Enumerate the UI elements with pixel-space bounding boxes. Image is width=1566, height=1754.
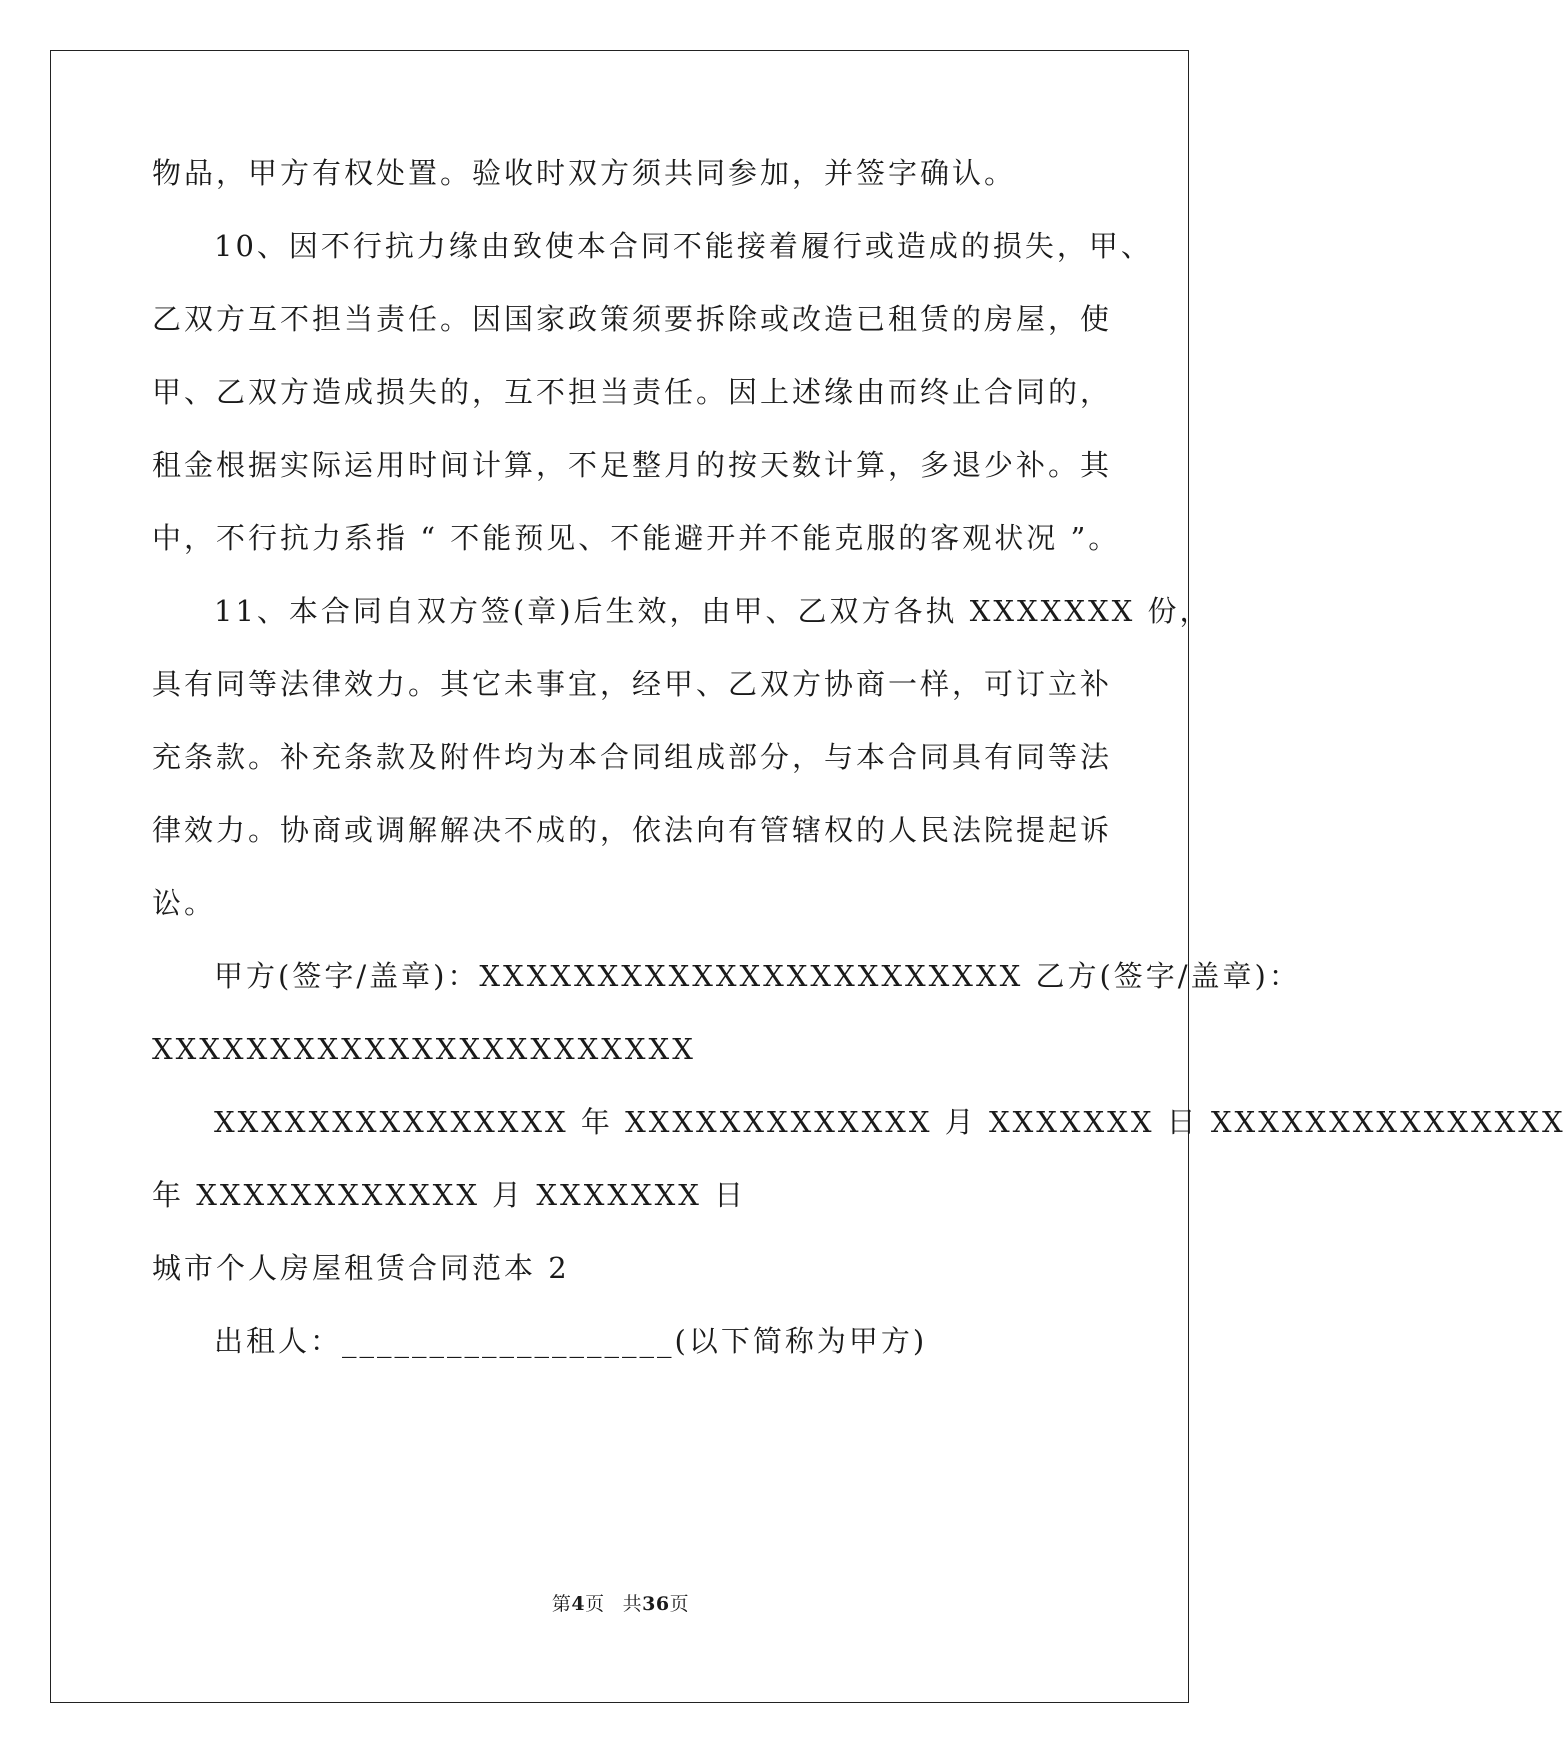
signature-line: XXXXXXXXXXXXXXXXXXXXXXX (152, 1032, 696, 1066)
text-line-clause-10: 10、因不行抗力缘由致使本合同不能接着履行或造成的损失，甲、 (214, 229, 1153, 263)
text-line: 租金根据实际运用时间计算，不足整月的按天数计算，多退少补。其 (152, 448, 1113, 482)
text-line: 甲、乙双方造成损失的，互不担当责任。因上述缘由而终止合同的， (152, 375, 1113, 409)
page-border (50, 50, 1189, 1703)
total-suffix: 页 (669, 1593, 690, 1615)
text-line-clause-11: 11、本合同自双方签(章)后生效，由甲、乙双方各执 XXXXXXX 份， (214, 594, 1212, 628)
total-prefix: 共 (622, 1593, 643, 1615)
page-number: 4 (571, 1593, 586, 1615)
text-line: 物品，甲方有权处置。验收时双方须共同参加，并签字确认。 (152, 156, 1017, 190)
text-line: 具有同等法律效力。其它未事宜，经甲、乙双方协商一样，可订立补 (152, 667, 1113, 701)
date-line: 年 XXXXXXXXXXXX 月 XXXXXXX 日 (152, 1178, 747, 1212)
text-line: 讼。 (152, 886, 217, 920)
total-pages: 36 (642, 1593, 670, 1615)
page-prefix: 第 (551, 1593, 572, 1615)
section-title: 城市个人房屋租赁合同范本 2 (152, 1251, 570, 1285)
page-footer (0, 1589, 1241, 1616)
page-suffix: 页 (585, 1593, 605, 1615)
lessor-line: 出租人：___________________(以下简称为甲方) (214, 1324, 928, 1358)
text-line: 乙双方互不担当责任。因国家政策须要拆除或改造已租赁的房屋，使 (152, 302, 1113, 336)
signature-line: 甲方(签字/盖章)：XXXXXXXXXXXXXXXXXXXXXXX 乙方(签字/盖章)： (214, 959, 1301, 993)
date-line: XXXXXXXXXXXXXXX 年 XXXXXXXXXXXXX 月 XXXXXXX 日 XXXXXXXXXXXXXXX (214, 1105, 1566, 1139)
text-line: 中，不行抗力系指 “ 不能预见、不能避开并不能克服的客观状况 ”。 (152, 521, 1121, 555)
text-line: 充条款。补充条款及附件均为本合同组成部分，与本合同具有同等法 (152, 740, 1113, 774)
text-line: 律效力。协商或调解解决不成的，依法向有管辖权的人民法院提起诉 (152, 813, 1113, 847)
